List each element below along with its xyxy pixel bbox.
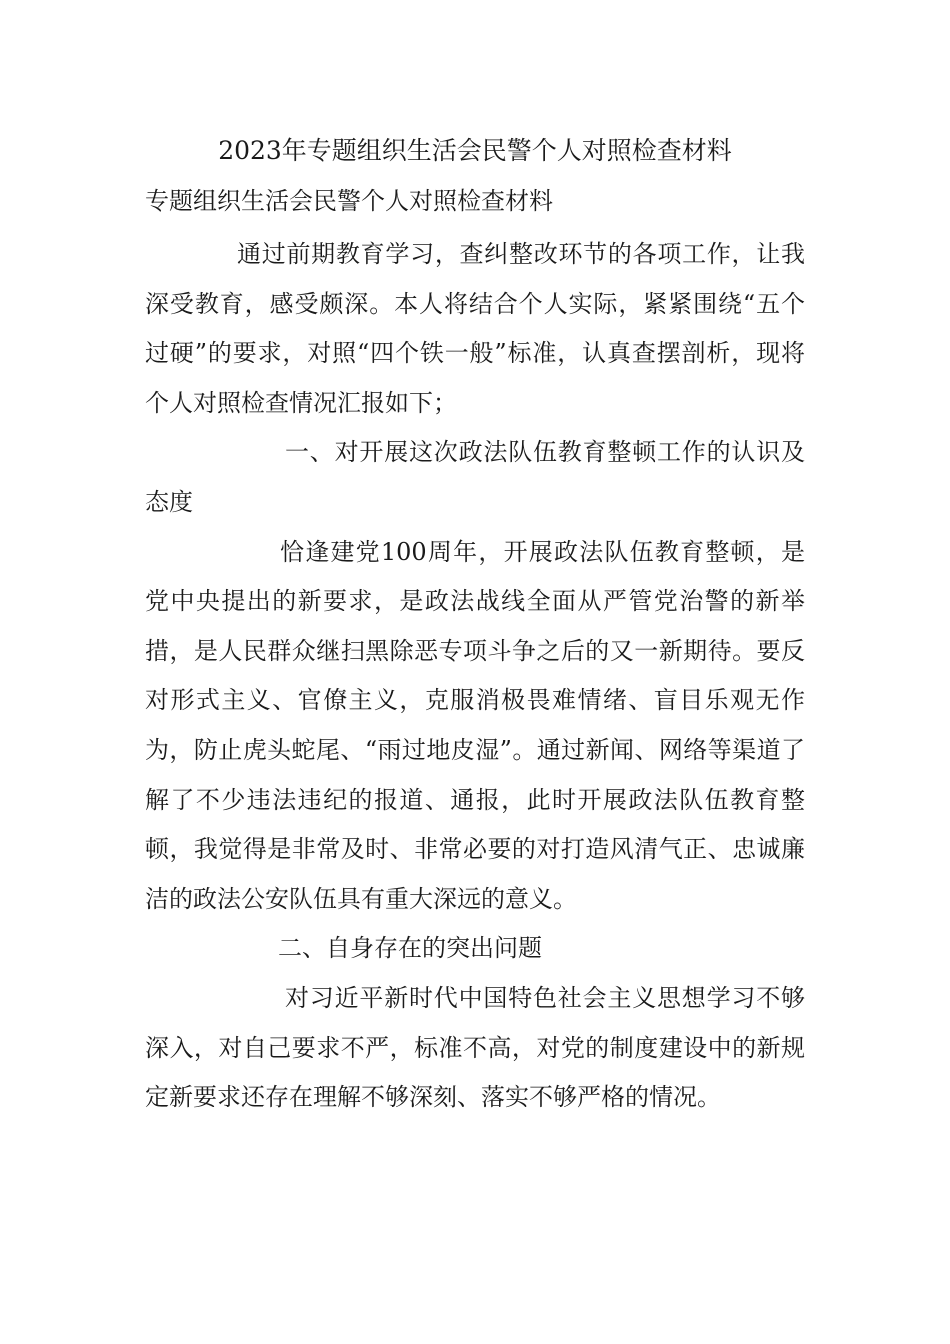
section-2-heading: 二、自身存在的突出问题 [278,934,542,963]
section-1-heading: 一、对开展这次政法队伍教育整顿工作的认识及态度 [145,438,805,516]
document-subtitle: 专题组织生活会民警个人对照检查材料 [145,187,553,215]
section-1-paragraph: 恰逢建党100周年，开展政法队伍教育整顿，是党中央提出的新要求，是政法战线全面从严管党治警的新举措，是人民群众继扫黑除恶专项斗争之后的又一新期待。要反对形式主义、官僚主义，克服消极畏难情绪、盲目乐观无作为，防止虎头蛇尾、“雨过地皮湿”。通过新闻、网络等渠道了解了不少违法违纪的报道、通报，此时开展政法队伍教育整顿，我觉得是非常及时、非常必要的对打造风清气正、忠诚廉洁的政法公安队伍具有重大深远的意义。 [145,537,805,913]
intro-paragraph: 通过前期教育学习，查纠整改环节的各项工作，让我深受教育，感受颇深。本人将结合个人实际，紧紧围绕“五个过硬”的要求，对照“四个铁一般”标准，认真查摆剖析，现将个人对照检查情况汇报如下； [145,240,805,417]
document-title: 2023年专题组织生活会民警个人对照检查材料 [218,136,732,165]
section-2-paragraph: 对习近平新时代中国特色社会主义思想学习不够深入，对自己要求不严，标准不高，对党的制度建设中的新规定新要求还存在理解不够深刻、落实不够严格的情况。 [145,983,805,1112]
document-body [145,230,805,1123]
